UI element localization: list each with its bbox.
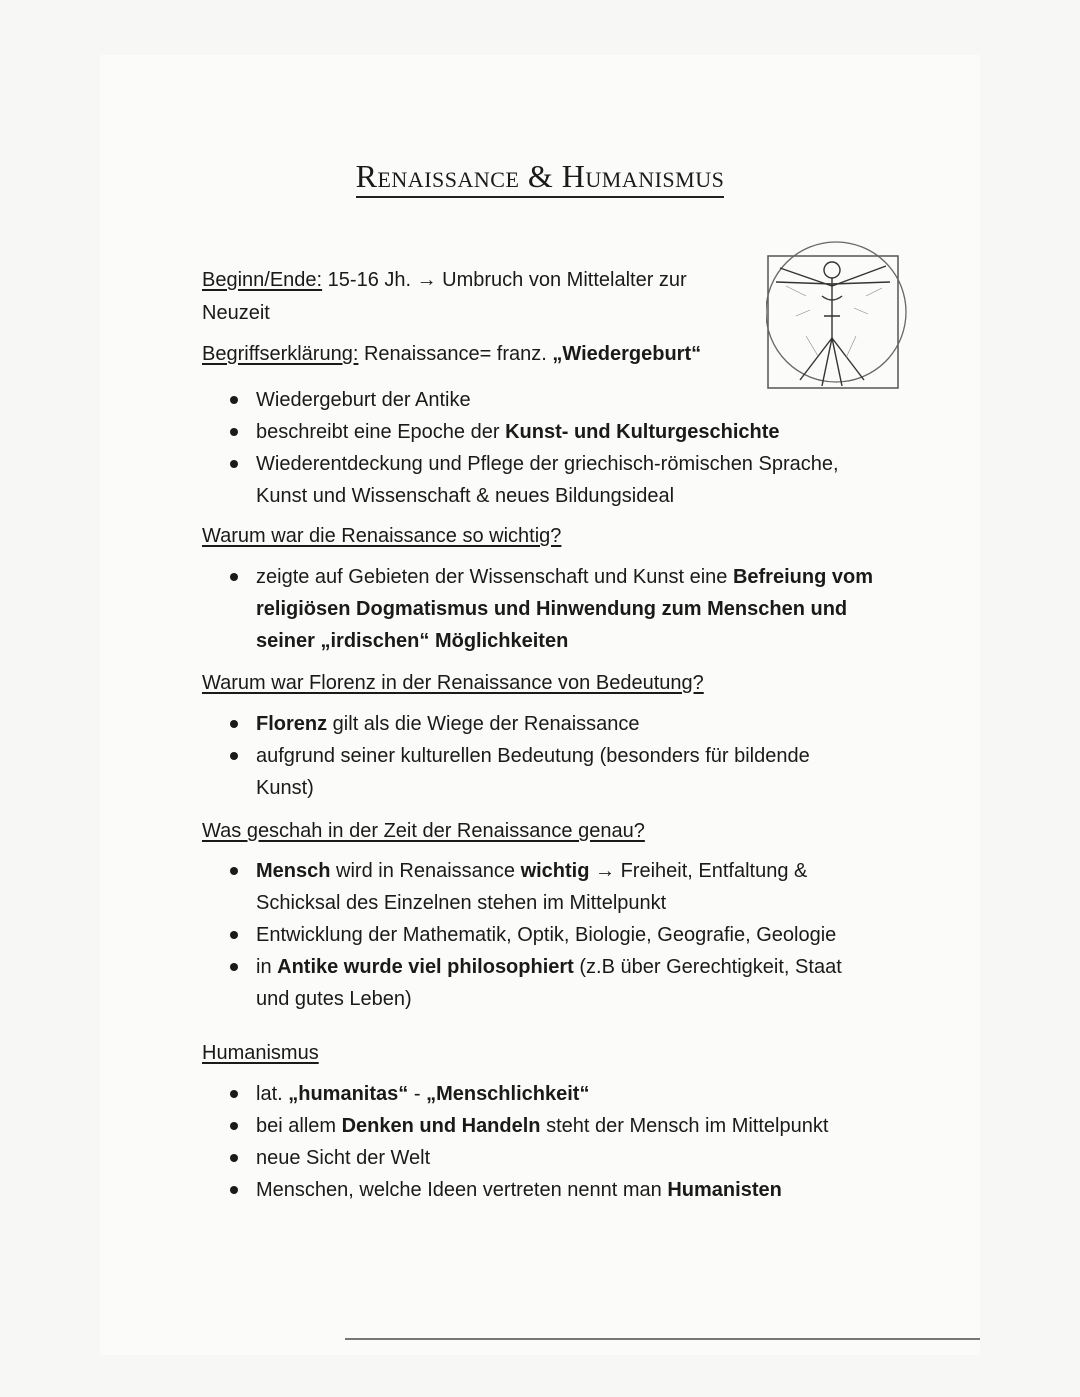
list-item: Mensch wird in Renaissance wichtig → Freiheit, Entfaltung & — [230, 855, 842, 887]
bottom-rule — [345, 1338, 980, 1340]
list-item-continuation: Kunst und Wissenschaft & neues Bildungsideal — [256, 485, 675, 507]
list-item: Menschen, welche Ideen vertreten nennt man Humanisten — [230, 1174, 828, 1206]
geschah-bullets — [230, 855, 842, 1015]
begriff-text: Renaissance= franz. — [358, 343, 553, 365]
list-item: bei allem Denken und Handeln steht der Mensch im Mittelpunkt — [230, 1110, 828, 1142]
page-title — [0, 158, 1080, 198]
list-item-continuation: Kunst) — [256, 777, 314, 799]
list-item: zeigte auf Gebieten der Wissenschaft und Kunst eine Befreiung vom — [230, 561, 873, 593]
list-item: beschreibt eine Epoche der Kunst- und Kulturgeschichte — [230, 416, 839, 448]
begriff-line — [202, 338, 701, 370]
list-item: Wiedergeburt der Antike — [230, 384, 839, 416]
list-item: Wiederentdeckung und Pflege der griechisch-römischen Sprache, — [230, 448, 839, 480]
begriff-bold: „Wiedergeburt“ — [552, 343, 702, 365]
heading-florenz: Warum war Florenz in der Renaissance von Bedeutung? — [202, 672, 704, 694]
humanismus-bullets — [230, 1078, 828, 1206]
list-item: Entwicklung der Mathematik, Optik, Biologie, Geografie, Geologie — [230, 919, 842, 951]
beginn-label: Beginn/Ende: — [202, 269, 323, 291]
begriff-label: Begriffserklärung: — [202, 343, 359, 365]
vitruvian-man-icon — [766, 226, 914, 392]
florenz-bullets — [230, 708, 810, 804]
begriff-bullets — [230, 384, 839, 512]
heading-geschah: Was geschah in der Zeit der Renaissance genau? — [202, 820, 645, 842]
list-item: neue Sicht der Welt — [230, 1142, 828, 1174]
list-item-continuation: religiösen Dogmatismus und Hinwendung zum Menschen und — [256, 598, 848, 620]
page-title-text: Renaissance & Humanismus — [356, 158, 725, 198]
wichtig-bullets — [230, 561, 873, 657]
list-item-continuation: seiner „irdischen“ Möglichkeiten — [256, 630, 569, 652]
list-item: in Antike wurde viel philosophiert (z.B über Gerechtigkeit, Staat — [230, 951, 842, 983]
list-item: Florenz gilt als die Wiege der Renaissance — [230, 708, 810, 740]
list-item-continuation: Schicksal des Einzelnen stehen im Mittelpunkt — [256, 892, 667, 914]
beginn-text: 15-16 Jh. → Umbruch von Mittelalter zur — [322, 269, 687, 291]
heading-wichtig: Warum war die Renaissance so wichtig? — [202, 525, 562, 547]
beginn-line — [202, 264, 687, 296]
list-item-continuation: und gutes Leben) — [256, 988, 412, 1010]
heading-humanismus: Humanismus — [202, 1042, 319, 1064]
beginn-continuation: Neuzeit — [202, 302, 270, 324]
list-item: lat. „humanitas“ - „Menschlichkeit“ — [230, 1078, 828, 1110]
list-item: aufgrund seiner kulturellen Bedeutung (besonders für bildende — [230, 740, 810, 772]
